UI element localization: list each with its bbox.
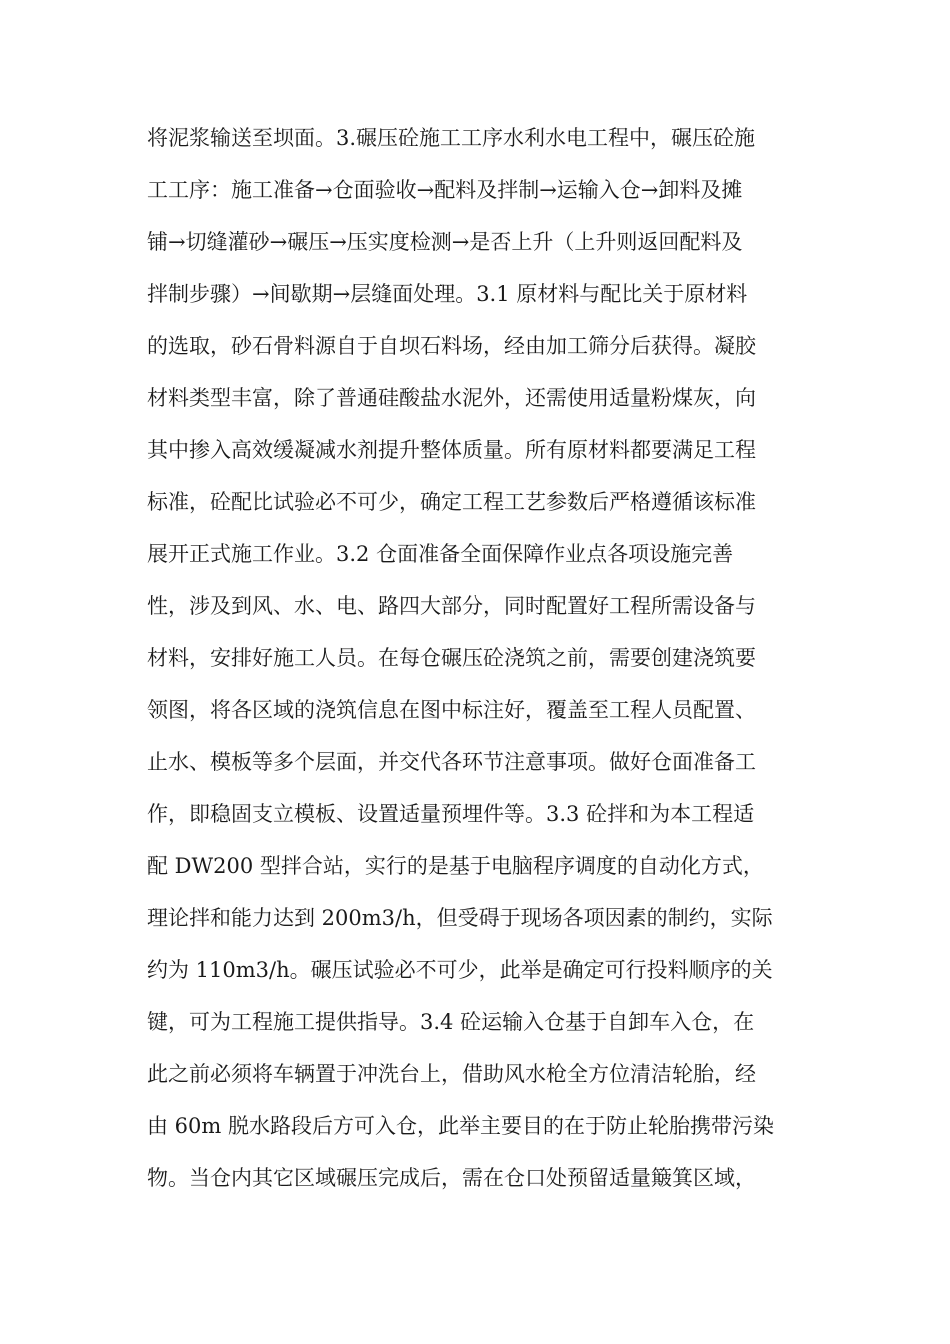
text-line: 的选取，砂石骨料源自于自坝石料场，经由加工筛分后获得。凝胶 xyxy=(147,334,756,358)
text-line: 材料类型丰富，除了普通硅酸盐水泥外，还需使用适量粉煤灰，向 xyxy=(147,386,756,410)
body-text xyxy=(147,112,807,1204)
text-line: 物。当仓内其它区域碾压完成后，需在仓口处预留适量簸箕区域， xyxy=(147,1166,756,1190)
text-line: 由 60m 脱水路段后方可入仓，此举主要目的在于防止轮胎携带污染 xyxy=(147,1114,774,1138)
text-line: 拌制步骤）→间歇期→层缝面处理。3.1 原材料与配比关于原材料 xyxy=(147,282,748,306)
text-line: 材料，安排好施工人员。在每仓碾压砼浇筑之前，需要创建浇筑要 xyxy=(147,646,756,670)
text-line: 配 DW200 型拌合站，实行的是基于电脑程序调度的自动化方式， xyxy=(147,854,764,878)
text-line: 展开正式施工作业。3.2 仓面准备全面保障作业点各项设施完善 xyxy=(147,542,734,566)
text-line: 止水、模板等多个层面，并交代各环节注意事项。做好仓面准备工 xyxy=(147,750,756,774)
text-line: 键，可为工程施工提供指导。3.4 砼运输入仓基于自卸车入仓，在 xyxy=(147,1010,755,1034)
text-line: 作，即稳固支立模板、设置适量预埋件等。3.3 砼拌和为本工程适 xyxy=(147,802,755,826)
text-line: 标准，砼配比试验必不可少，确定工程工艺参数后严格遵循该标准 xyxy=(147,490,756,514)
text-line: 理论拌和能力达到 200m3/h，但受碍于现场各项因素的制约，实际 xyxy=(147,906,773,930)
text-line: 领图，将各区域的浇筑信息在图中标注好，覆盖至工程人员配置、 xyxy=(147,698,756,722)
text-line: 其中掺入高效缓凝减水剂提升整体质量。所有原材料都要满足工程 xyxy=(147,438,756,462)
text-line: 将泥浆输送至坝面。3.碾压砼施工工序水利水电工程中，碾压砼施 xyxy=(147,126,756,150)
text-line: 约为 110m3/h。碾压试验必不可少，此举是确定可行投料顺序的关 xyxy=(147,958,773,982)
text-line: 性，涉及到风、水、电、路四大部分，同时配置好工程所需设备与 xyxy=(147,594,756,618)
text-line: 工工序：施工准备→仓面验收→配料及拌制→运输入仓→卸料及摊 xyxy=(147,178,743,202)
text-line: 此之前必须将车辆置于冲洗台上，借助风水枪全方位清洁轮胎，经 xyxy=(147,1062,756,1086)
text-line: 铺→切缝灌砂→碾压→压实度检测→是否上升（上升则返回配料及 xyxy=(147,230,743,254)
